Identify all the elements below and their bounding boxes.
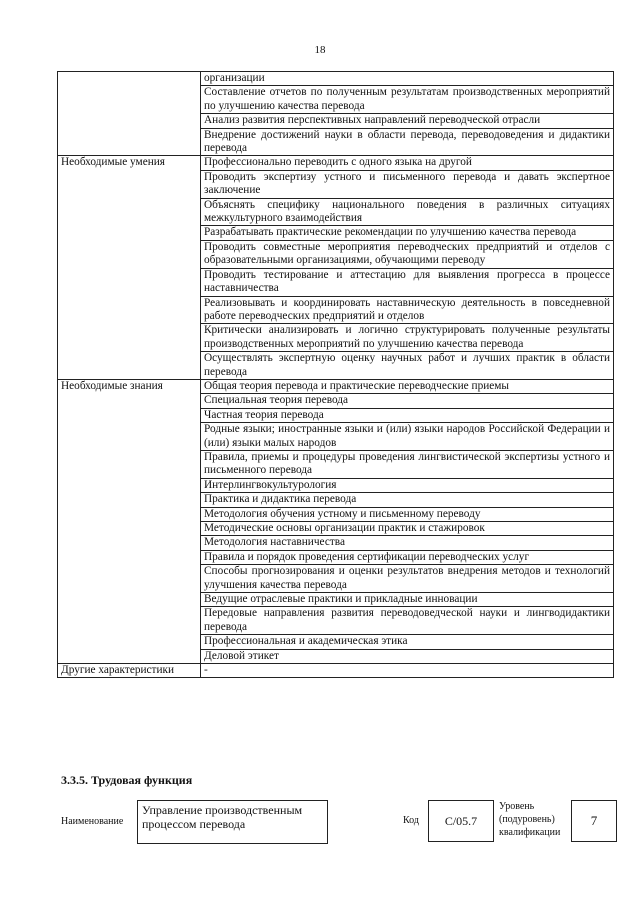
requirement-cell: Деловой этикет (201, 649, 614, 663)
section-label: Другие характеристики (58, 664, 201, 678)
requirement-cell: Частная теория перевода (201, 408, 614, 422)
requirement-cell: Методология наставничества (201, 536, 614, 550)
code-label: Код (403, 815, 419, 826)
requirement-cell: Ведущие отраслевые практики и прикладные инновации (201, 593, 614, 607)
section-heading: 3.3.5. Трудовая функция (61, 773, 193, 787)
requirement-cell: Специальная теория перевода (201, 394, 614, 408)
requirement-cell: Профессионально переводить с одного языка на другой (201, 156, 614, 170)
name-label: Наименование (61, 816, 124, 827)
requirement-cell: Составление отчетов по полученным результатам производственных мероприятий по улучшению качества перевода (201, 86, 614, 114)
page-number: 18 (314, 44, 326, 56)
requirement-cell: Проводить совместные мероприятия переводческих предприятий и отделов с образовательными организациями, обучающими переводу (201, 240, 614, 268)
requirement-cell: Практика и дидактика перевода (201, 493, 614, 507)
requirement-cell: Правила, приемы и процедуры проведения лингвистической экспертизы устного и письменного перевода (201, 450, 614, 478)
section-label: Необходимые знания (58, 379, 201, 663)
level-label: Уровень (подуровень) квалификации (499, 801, 561, 838)
requirement-cell: Внедрение достижений науки в области перевода, переводоведения и дидактики перевода (201, 128, 614, 156)
requirement-cell: Правила и порядок проведения сертификации переводческих услуг (201, 550, 614, 564)
requirement-cell: Объяснять специфику национального поведения в различных ситуациях межкультурного взаимодействия (201, 198, 614, 226)
requirement-cell: Способы прогнозирования и оценки результатов внедрения методов и технологий улучшения качества перевода (201, 565, 614, 593)
requirement-cell: Методические основы организации практик и стажировок (201, 522, 614, 536)
requirement-cell: Проводить экспертизу устного и письменного перевода и давать экспертное заключение (201, 170, 614, 198)
code-value: C/05.7 (428, 800, 494, 842)
table-row (58, 156, 614, 170)
requirement-cell: Методология обучения устному и письменному переводу (201, 507, 614, 521)
requirement-cell: Проводить тестирование и аттестацию для выявления прогресса в процессе наставничества (201, 268, 614, 296)
name-value: Управление производственным процессом перевода (137, 800, 328, 844)
table-row (58, 379, 614, 393)
requirement-cell: Разрабатывать практические рекомендации по улучшению качества перевода (201, 226, 614, 240)
requirement-cell: Профессиональная и академическая этика (201, 635, 614, 649)
requirement-cell: организации (201, 72, 614, 86)
labor-function-row (61, 800, 621, 850)
requirement-cell: Общая теория перевода и практические переводческие приемы (201, 379, 614, 393)
requirement-cell: - (201, 664, 614, 678)
requirement-cell: Передовые направления развития переводоведческой науки и лингводидактики перевода (201, 607, 614, 635)
table-row (58, 664, 614, 678)
qualification-table (57, 71, 614, 678)
requirement-cell: Анализ развития перспективных направлений переводческой отрасли (201, 114, 614, 128)
requirement-cell: Родные языки; иностранные языки и (или) языки народов Российской Федерации и (или) языки малых народов (201, 423, 614, 451)
requirement-cell: Критически анализировать и логично структурировать полученные результаты производственных мероприятий по улучшению качества перевода (201, 324, 614, 352)
table-row (58, 72, 614, 86)
table-body (58, 72, 614, 678)
requirement-cell: Осуществлять экспертную оценку научных работ и лучших практик в области перевода (201, 352, 614, 380)
section-label: Необходимые умения (58, 156, 201, 380)
requirement-cell: Реализовывать и координировать наставническую деятельность в повседневной работе переводческих предприятий и отделов (201, 296, 614, 324)
section-label (58, 72, 201, 156)
level-value: 7 (571, 800, 617, 842)
requirement-cell: Интерлингвокультурология (201, 478, 614, 492)
